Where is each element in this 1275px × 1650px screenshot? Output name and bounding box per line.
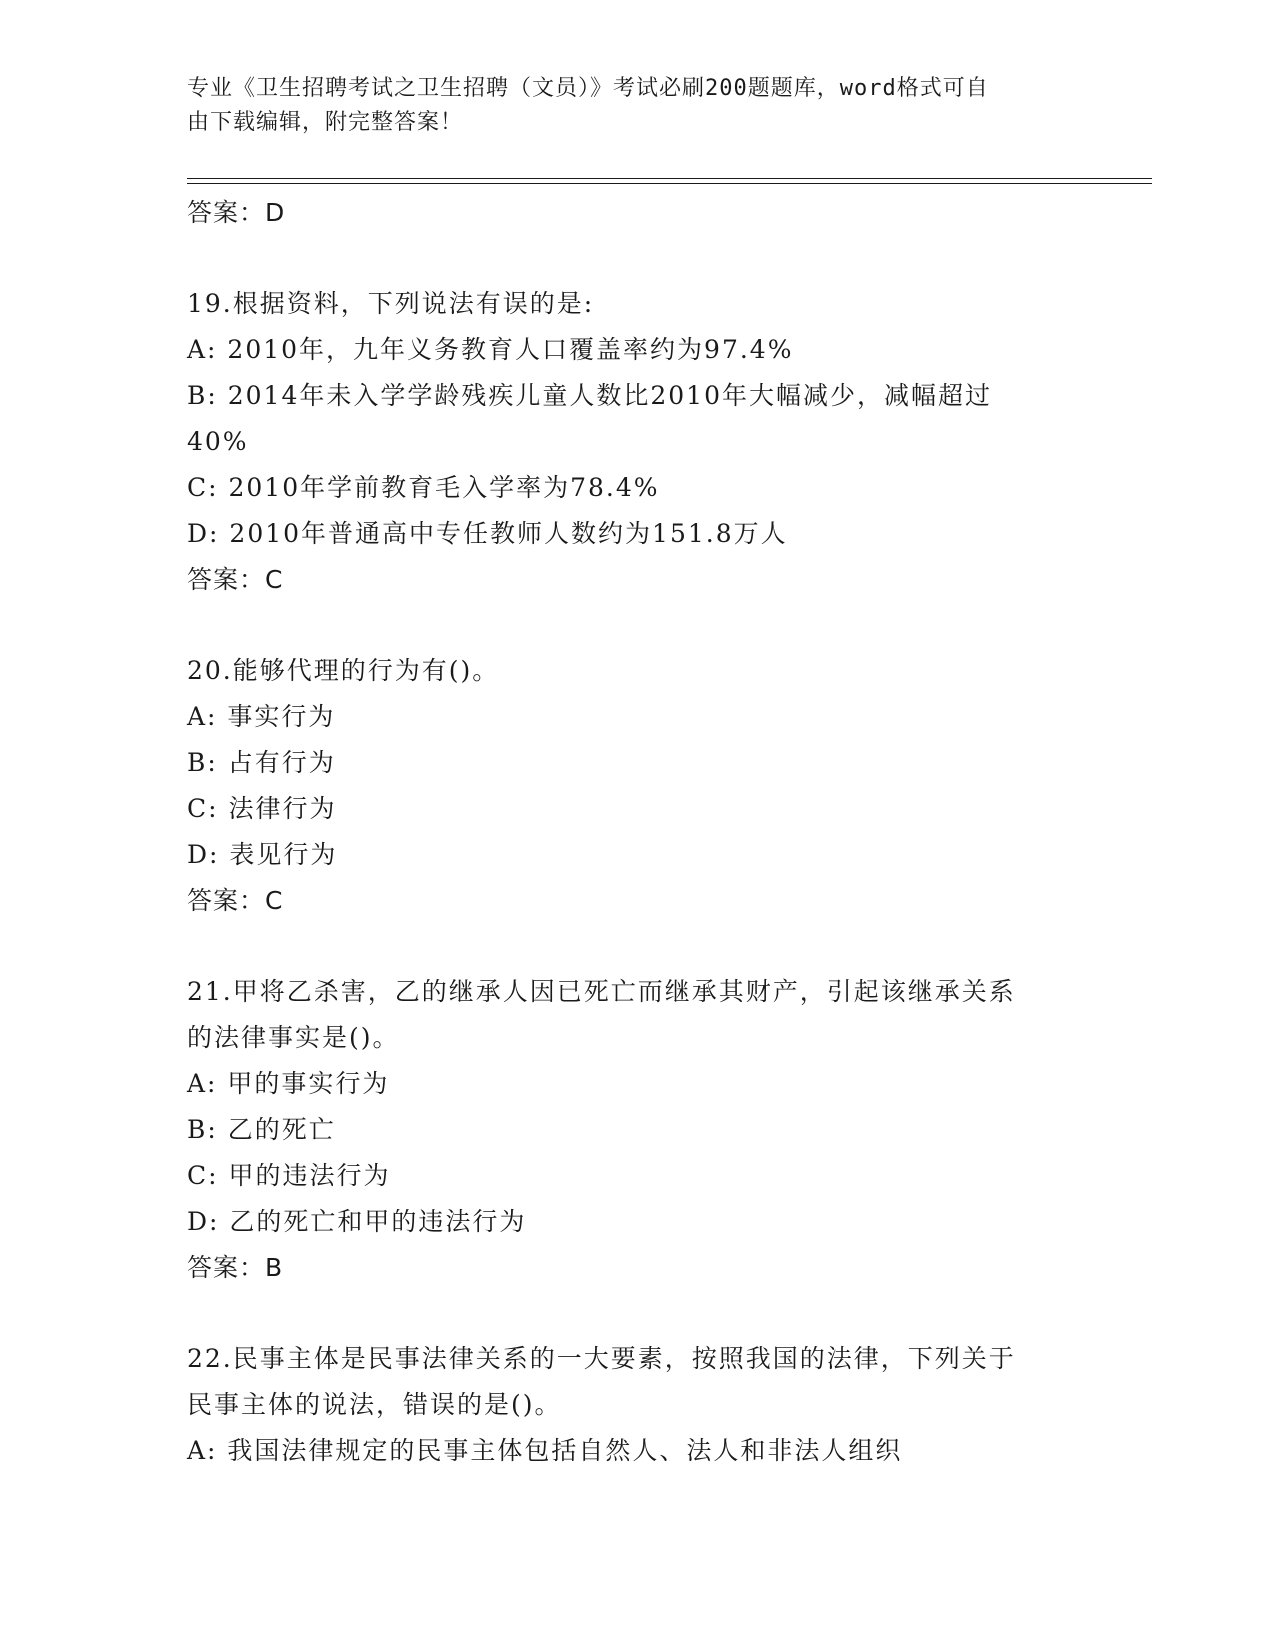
option-line: 40% [187, 427, 249, 456]
answer-line: 答案：D [187, 198, 286, 227]
answer-line: 答案：C [187, 886, 284, 915]
header-line-2: 由下载编辑，附完整答案！ [187, 110, 464, 135]
question-gap [187, 924, 1087, 969]
option-line: B: 占有行为 [187, 748, 336, 777]
question-stem-line: 19.根据资料，下列说法有误的是: [187, 289, 595, 318]
question-block [187, 281, 1087, 603]
option-line: B: 乙的死亡 [187, 1115, 336, 1144]
option-line: B: 2014年未入学学龄残疾儿童人数比2010年大幅减少，减幅超过 [187, 381, 992, 410]
question-gap [187, 1291, 1087, 1336]
question-stem-line: 21.甲将乙杀害，乙的继承人因已死亡而继承其财产，引起该继承关系 [187, 977, 1016, 1006]
header-divider-top [187, 178, 1152, 179]
header-line-1: 专业《卫生招聘考试之卫生招聘（文员）》考试必刷200题题库，word格式可自 [187, 76, 989, 101]
header-divider-bottom [187, 183, 1152, 184]
question-block [187, 648, 1087, 924]
question-block [187, 969, 1087, 1291]
option-line: A: 甲的事实行为 [187, 1069, 390, 1098]
question-stem-line: 22.民事主体是民事法律关系的一大要素，按照我国的法律，下列关于 [187, 1344, 1016, 1373]
option-line: A: 我国法律规定的民事主体包括自然人、法人和非法人组织 [187, 1436, 903, 1465]
question-stem-line: 20.能够代理的行为有()。 [187, 656, 500, 685]
question-stem-line: 民事主体的说法，错误的是()。 [187, 1390, 562, 1419]
question-stem-line: 的法律事实是()。 [187, 1023, 400, 1052]
option-line: A: 2010年，九年义务教育人口覆盖率约为97.4% [187, 335, 794, 364]
option-line: D: 表见行为 [187, 840, 338, 869]
answer-line: 答案：B [187, 1253, 284, 1282]
question-block [187, 1336, 1087, 1474]
option-line: C: 甲的违法行为 [187, 1161, 391, 1190]
document-header [187, 72, 1087, 140]
question-list [187, 190, 1087, 1474]
question-gap [187, 603, 1087, 648]
option-line: C: 2010年学前教育毛入学率为78.4% [187, 473, 660, 502]
option-line: A: 事实行为 [187, 702, 336, 731]
option-line: D: 乙的死亡和甲的违法行为 [187, 1207, 527, 1236]
questions-container [187, 236, 1087, 1474]
option-line: D: 2010年普通高中专任教师人数约为151.8万人 [187, 519, 788, 548]
option-line: C: 法律行为 [187, 794, 337, 823]
answer-line: 答案：C [187, 565, 284, 594]
question-gap [187, 236, 1087, 281]
